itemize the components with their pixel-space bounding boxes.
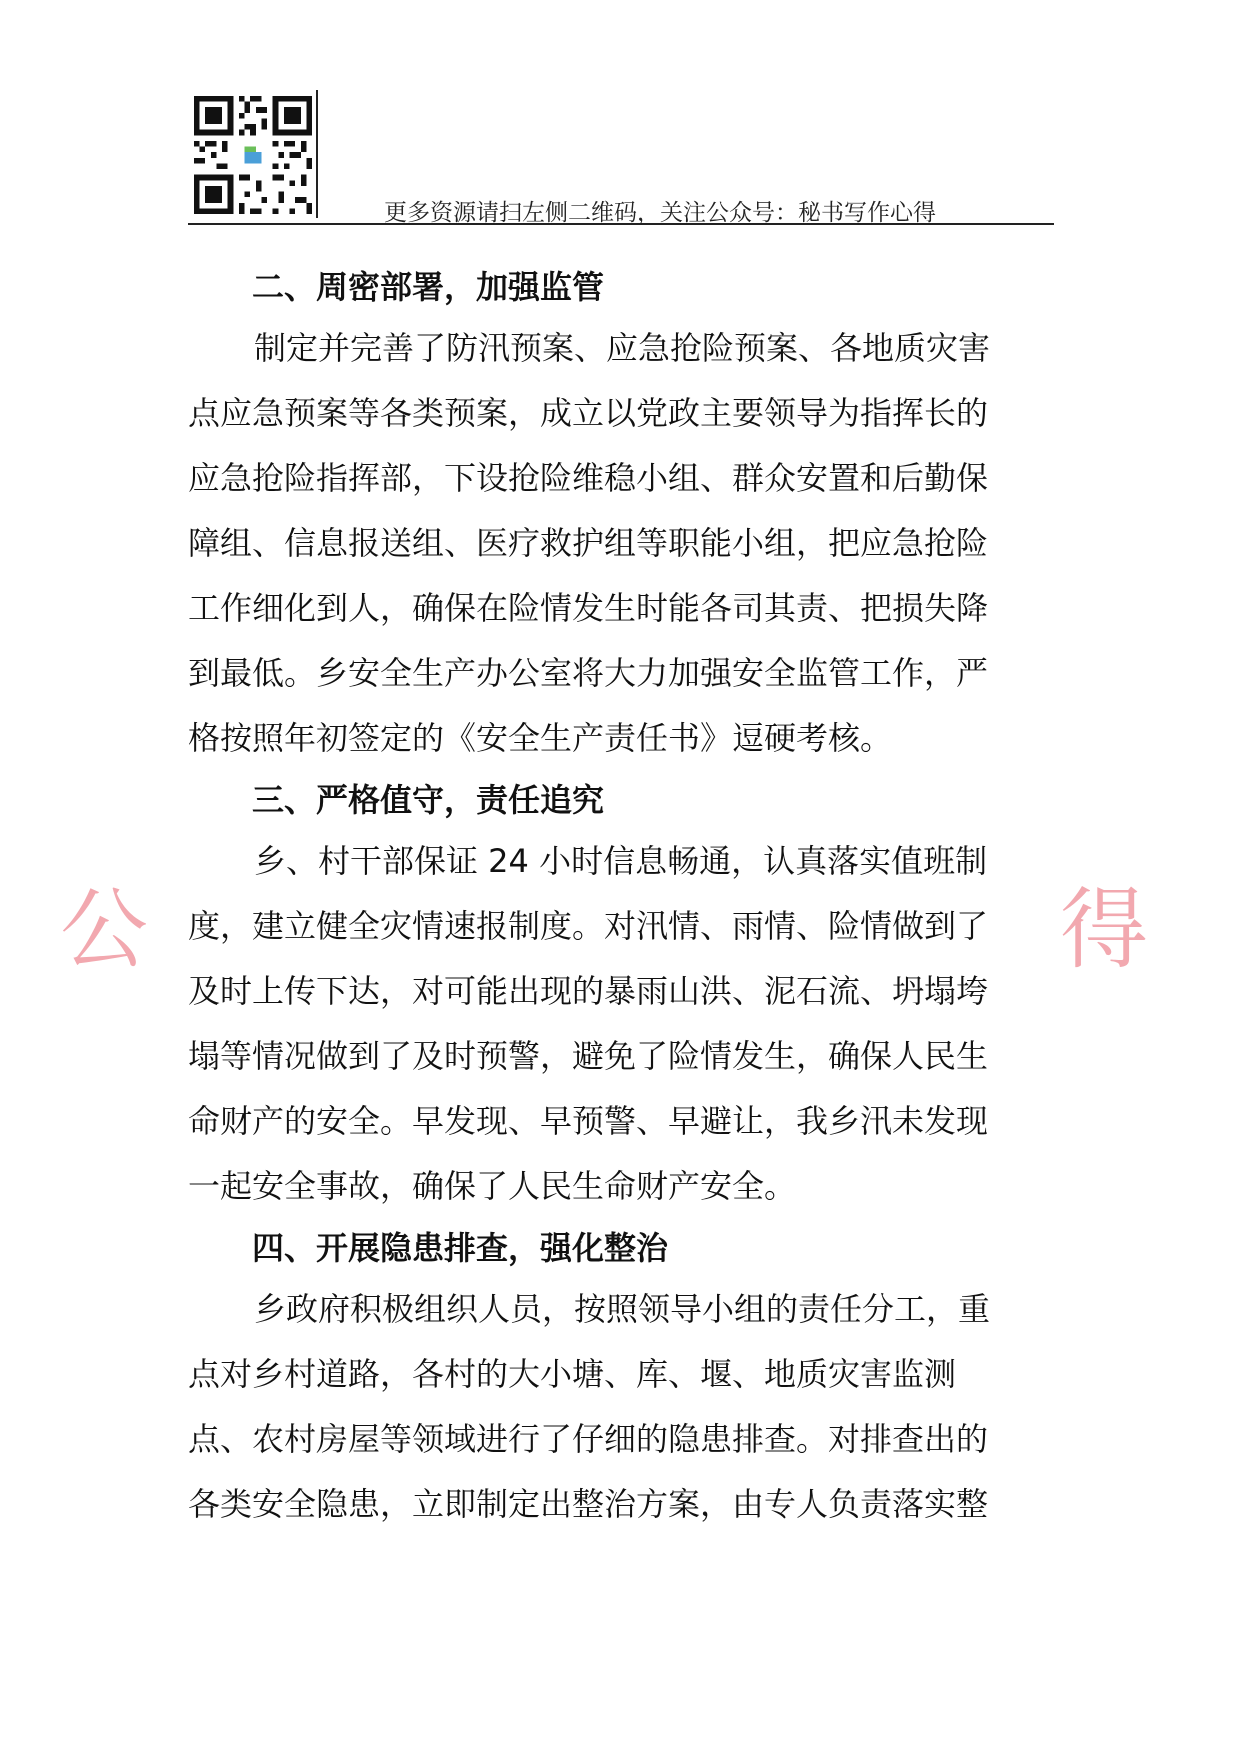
text-line: 一起安全事故，确保了人民生命财产安全。: [188, 1167, 797, 1205]
text-line: 制定并完善了防汛预案、应急抢险预案、各地质灾害: [254, 329, 991, 367]
text-line: 障组、信息报送组、医疗救护组等职能小组，把应急抢险: [188, 524, 989, 562]
header-divider-vertical: [316, 90, 318, 218]
section: [188, 258, 1034, 771]
section: [188, 1219, 1034, 1537]
text-line: 各类安全隐患，立即制定出整治方案，由专人负责落实整: [188, 1485, 989, 1523]
text-line: 点对乡村道路，各村的大小塘、库、堰、地质灾害监测: [188, 1355, 957, 1393]
text-line: 点、农村房屋等领域进行了仔细的隐患排查。对排查出的: [188, 1420, 989, 1458]
text-line: 到最低。乡安全生产办公室将大力加强安全监管工作，严: [188, 654, 989, 692]
text-line: 应急抢险指挥部，下设抢险维稳小组、群众安置和后勤保: [188, 459, 989, 497]
paragraph: [188, 829, 1034, 1219]
section-heading: 二、周密部署，加强监管: [252, 268, 605, 306]
text-line: 乡政府积极组织人员，按照领导小组的责任分工，重: [254, 1290, 991, 1328]
text-line: 及时上传下达，对可能出现的暴雨山洪、泥石流、坍塌垮: [188, 972, 989, 1010]
qr-code-icon: [194, 96, 312, 214]
header-note: 更多资源请扫左侧二维码，关注公众号：秘书写作心得: [384, 200, 936, 226]
text-line: 点应急预案等各类预案，成立以党政主要领导为指挥长的: [188, 394, 989, 432]
text-line: 乡、村干部保证 24 小时信息畅通，认真落实值班制: [254, 842, 988, 880]
document-body: [188, 258, 1034, 1537]
section-heading: 三、严格值守，责任追究: [252, 781, 605, 819]
text-line: 格按照年初签定的《安全生产责任书》逗硬考核。: [188, 719, 893, 757]
section: [188, 771, 1034, 1219]
section-heading: 四、开展隐患排查，强化整治: [252, 1229, 669, 1267]
watermark-left: 公: [60, 878, 149, 981]
paragraph: [188, 316, 1034, 771]
watermark-right: 得: [1060, 878, 1149, 981]
text-line: 命财产的安全。早发现、早预警、早避让，我乡汛未发现: [188, 1102, 989, 1140]
text-line: 塌等情况做到了及时预警，避免了险情发生，确保人民生: [188, 1037, 989, 1075]
paragraph: [188, 1277, 1034, 1537]
text-line: 度，建立健全灾情速报制度。对汛情、雨情、险情做到了: [188, 907, 989, 945]
text-line: 工作细化到人，确保在险情发生时能各司其责、把损失降: [188, 589, 989, 627]
page-header: [188, 90, 1054, 226]
